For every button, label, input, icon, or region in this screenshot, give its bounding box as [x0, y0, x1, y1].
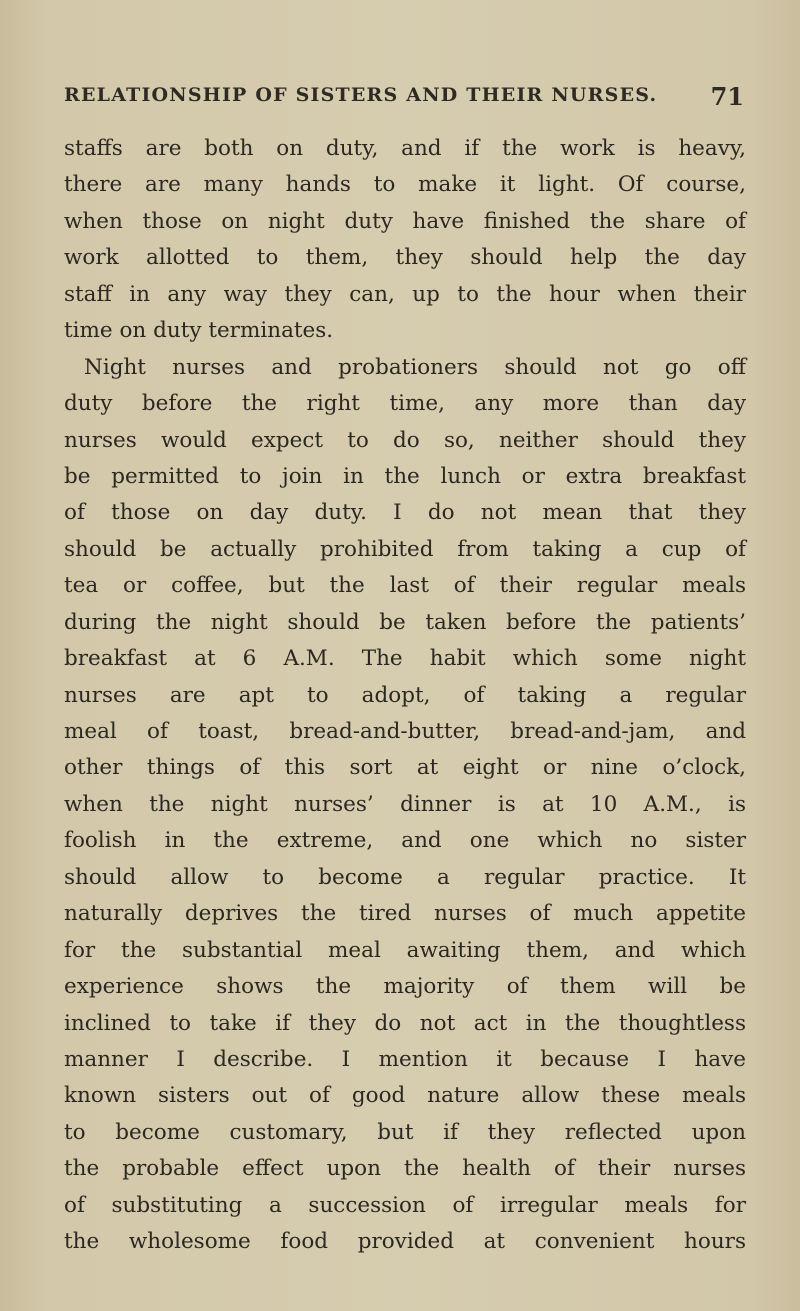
- text-line: during the night should be taken before the patients’: [64, 609, 746, 635]
- text-line: inclined to take if they do not act in the thoughtless: [64, 1010, 746, 1036]
- text-line: nurses would expect to do so, neither should they: [64, 427, 746, 453]
- text-line: be permitted to join in the lunch or extra breakfast: [64, 463, 746, 489]
- text-line: duty before the right time, any more than day: [64, 391, 746, 417]
- text-line: Night nurses and probationers should not go off: [84, 354, 746, 380]
- text-line: the wholesome food provided at convenient hours: [64, 1229, 746, 1255]
- running-head: [64, 84, 744, 118]
- text-line: staff in any way they can, up to the hour when their: [64, 281, 746, 307]
- text-line: there are many hands to make it light. Of course,: [64, 172, 746, 198]
- text-line: manner I describe. I mention it because I have: [64, 1046, 746, 1072]
- text-line: should allow to become a regular practice. It: [64, 864, 746, 890]
- text-line: when the night nurses’ dinner is at 10 A.M., is: [64, 791, 746, 817]
- text-line: when those on night duty have finished the share of: [64, 208, 746, 234]
- text-line: known sisters out of good nature allow these meals: [64, 1083, 746, 1109]
- text-line: time on duty terminates.: [64, 318, 334, 344]
- text-line: staffs are both on duty, and if the work is heavy,: [64, 136, 746, 161]
- text-line: tea or coffee, but the last of their regular meals: [64, 573, 746, 599]
- text-line: of those on day duty. I do not mean that they: [64, 500, 746, 526]
- body-text: [64, 131, 746, 1261]
- text-line: nurses are apt to adopt, of taking a regular: [64, 682, 746, 708]
- page-number: 71: [710, 82, 744, 111]
- text-line: meal of toast, bread-and-butter, bread-and-jam, and: [64, 719, 746, 744]
- text-line: for the substantial meal awaiting them, and which: [64, 937, 746, 963]
- running-head-title: RELATIONSHIP OF SISTERS AND THEIR NURSES.: [64, 84, 658, 106]
- text-line: experience shows the majority of them will be: [64, 974, 746, 1000]
- text-line: naturally deprives the tired nurses of much appetite: [64, 901, 746, 927]
- text-line: foolish in the extreme, and one which no sister: [64, 828, 746, 854]
- text-line: work allotted to them, they should help the day: [64, 245, 746, 271]
- text-line: other things of this sort at eight or nine o’clock,: [64, 755, 746, 781]
- text-line: should be actually prohibited from taking a cup of: [64, 536, 746, 562]
- text-line: the probable effect upon the health of their nurses: [64, 1156, 746, 1182]
- text-line: breakfast at 6 A.M. The habit which some night: [64, 646, 746, 672]
- text-line: of substituting a succession of irregular meals for: [64, 1192, 746, 1218]
- text-line: to become customary, but if they reflected upon: [64, 1119, 746, 1145]
